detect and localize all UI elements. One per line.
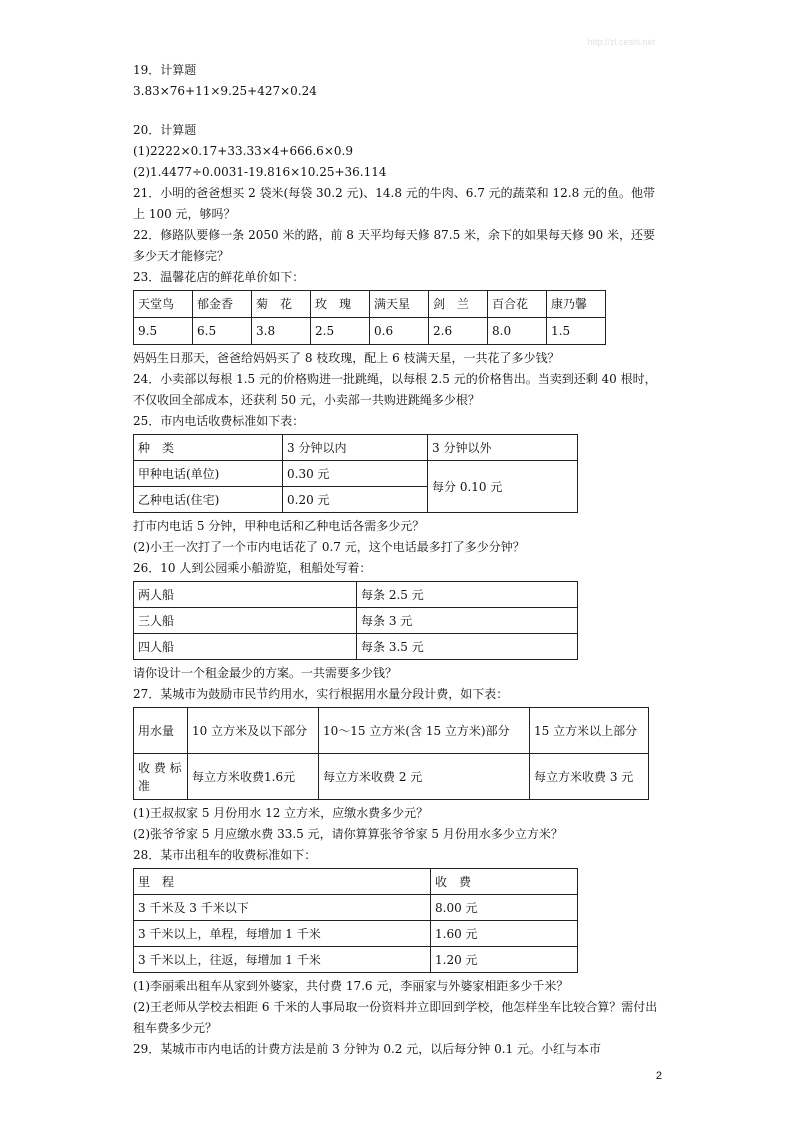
q23-intro: 23．温馨花店的鲜花单价如下： [133, 270, 305, 284]
page-number: 2 [655, 1070, 662, 1082]
table-header-cell: 收 费 [431, 869, 578, 895]
q26-question: 请你设计一个租金最少的方案。一共需要多少钱？ [133, 666, 398, 680]
table-row [134, 947, 578, 973]
table-cell: 8.00 元 [431, 895, 578, 921]
flower-name-cell: 剑 兰 [429, 291, 488, 318]
q28-question1: (1)李丽乘出租车从家到外婆家，共付费 17.6 元，李丽家与外婆家相距多少千米？ [133, 979, 569, 993]
table-row [134, 608, 578, 634]
table-cell: 乙种电话(住宅) [134, 487, 283, 513]
flower-price-cell: 0.6 [370, 318, 429, 345]
table-cell: 两人船 [134, 582, 357, 608]
flower-price-cell: 2.6 [429, 318, 488, 345]
q25-question1: 打市内电话 5 分钟，甲种电话和乙种电话各需多少元？ [133, 519, 425, 533]
table-header-cell: 15 立方米以上部分 [530, 708, 649, 754]
q26-intro: 26．10 人到公园乘小船游览，租船处写着： [133, 561, 372, 575]
q22-text: 22．修路队要修一条 2050 米的路，前 8 天平均每天修 87.5 米，余下的如果每天修 90 米，还要多少天才能修完？ [133, 228, 655, 263]
page-content [133, 60, 663, 1060]
table-header-cell: 3 分钟以外 [428, 435, 578, 461]
table-cell: 0.30 元 [283, 461, 428, 487]
water-fee-table [133, 707, 649, 800]
q20-title: 20．计算题 [133, 123, 197, 137]
table-header-cell: 10～15 立方米(含 15 立方米)部分 [319, 708, 530, 754]
q19-title: 19．计算题 [133, 63, 197, 77]
q24-text: 24．小卖部以每根 1.5 元的价格购进一批跳绳，以每根 2.5 元的价格售出。当卖到还剩 40 根时，不仅收回全部成本，还获利 50 元，小卖部一共购进跳绳多少根？ [133, 372, 657, 407]
taxi-fee-table [133, 868, 578, 973]
q19-expression: 3.83×76+11×9.25+427×0.24 [133, 84, 317, 98]
table-row [134, 435, 578, 461]
table-row [134, 708, 649, 754]
q28-question2: (2)王老师从学校去相距 6 千米的人事局取一份资料并立即回到学校，他怎样坐车比较合算？需付出租车费多少元？ [133, 1000, 658, 1035]
q29-text: 29．某城市市内电话的计费方法是前 3 分钟为 0.2 元，以后每分钟 0.1 元。小红与本市 [133, 1042, 601, 1056]
q25-intro: 25．市内电话收费标准如下表： [133, 414, 305, 428]
flower-name-cell: 康乃馨 [547, 291, 606, 318]
table-header-cell: 种 类 [134, 435, 283, 461]
table-cell: 四人船 [134, 634, 357, 660]
flower-price-cell: 6.5 [193, 318, 252, 345]
q28-intro: 28．某市出租车的收费标准如下： [133, 848, 317, 862]
q27-intro: 27．某城市为鼓励市民节约用水，实行根据用水量分段计费，如下表： [133, 687, 509, 701]
table-row [134, 869, 578, 895]
table-cell: 甲种电话(单位) [134, 461, 283, 487]
table-row [134, 291, 606, 318]
q20-part1: (1)2222×0.17+33.33×4+666.6×0.9 [133, 144, 353, 158]
flower-name-cell: 郁金香 [193, 291, 252, 318]
table-header-cell: 里 程 [134, 869, 431, 895]
table-header-cell: 3 分钟以内 [283, 435, 428, 461]
table-cell: 1.60 元 [431, 921, 578, 947]
table-cell: 3 千米及 3 千米以下 [134, 895, 431, 921]
table-cell: 每条 2.5 元 [357, 582, 578, 608]
flower-price-cell: 8.0 [488, 318, 547, 345]
table-row [134, 634, 578, 660]
table-cell: 每立方米收费 2 元 [319, 754, 530, 800]
flower-name-cell: 百合花 [488, 291, 547, 318]
table-row [134, 318, 606, 345]
flower-price-table [133, 290, 606, 345]
table-header-cell: 用水量 [134, 708, 188, 754]
flower-price-cell: 9.5 [134, 318, 193, 345]
q25-question2: (2)小王一次打了一个市内电话花了 0.7 元，这个电话最多打了多少分钟？ [133, 540, 525, 554]
table-cell: 3 千米以上，单程，每增加 1 千米 [134, 921, 431, 947]
q27-question2: (2)张爷爷家 5 月应缴水费 33.5 元，请你算算张爷爷家 5 月份用水多少立方米？ [133, 827, 563, 841]
table-cell: 每立方米收费1.6元 [188, 754, 319, 800]
q21-text: 21．小明的爸爸想买 2 袋米(每袋 30.2 元)、14.8 元的牛肉、6.7 元的蔬菜和 12.8 元的鱼。他带上 100 元，够吗？ [133, 186, 656, 221]
watermark: http://zl.ceshi.net [587, 37, 655, 47]
table-cell: 1.20 元 [431, 947, 578, 973]
q20-part2: (2)1.4477÷0.0031-19.816×10.25+36.114 [133, 165, 387, 179]
q27-question1: (1)王叔叔家 5 月份用水 12 立方米，应缴水费多少元？ [133, 806, 429, 820]
phone-fee-table [133, 434, 578, 513]
flower-price-cell: 3.8 [252, 318, 311, 345]
boat-rental-table [133, 581, 578, 660]
table-header-cell: 10 立方米及以下部分 [188, 708, 319, 754]
flower-price-cell: 1.5 [547, 318, 606, 345]
table-row [134, 461, 578, 487]
table-cell: 每条 3 元 [357, 608, 578, 634]
table-cell: 收 费 标准 [134, 754, 188, 800]
q23-question: 妈妈生日那天，爸爸给妈妈买了 8 枝玫瑰，配上 6 枝满天星，一共花了多少钱？ [133, 351, 560, 365]
table-cell: 每立方米收费 3 元 [530, 754, 649, 800]
table-cell-merged: 每分 0.10 元 [428, 461, 578, 513]
flower-name-cell: 玫 瑰 [311, 291, 370, 318]
flower-name-cell: 满天星 [370, 291, 429, 318]
flower-price-cell: 2.5 [311, 318, 370, 345]
table-cell: 每条 3.5 元 [357, 634, 578, 660]
table-row [134, 582, 578, 608]
spacer [133, 102, 663, 120]
flower-name-cell: 菊 花 [252, 291, 311, 318]
flower-name-cell: 天堂鸟 [134, 291, 193, 318]
table-cell: 0.20 元 [283, 487, 428, 513]
table-row [134, 895, 578, 921]
table-cell: 3 千米以上，往返，每增加 1 千米 [134, 947, 431, 973]
table-row [134, 921, 578, 947]
table-cell: 三人船 [134, 608, 357, 634]
table-row [134, 754, 649, 800]
